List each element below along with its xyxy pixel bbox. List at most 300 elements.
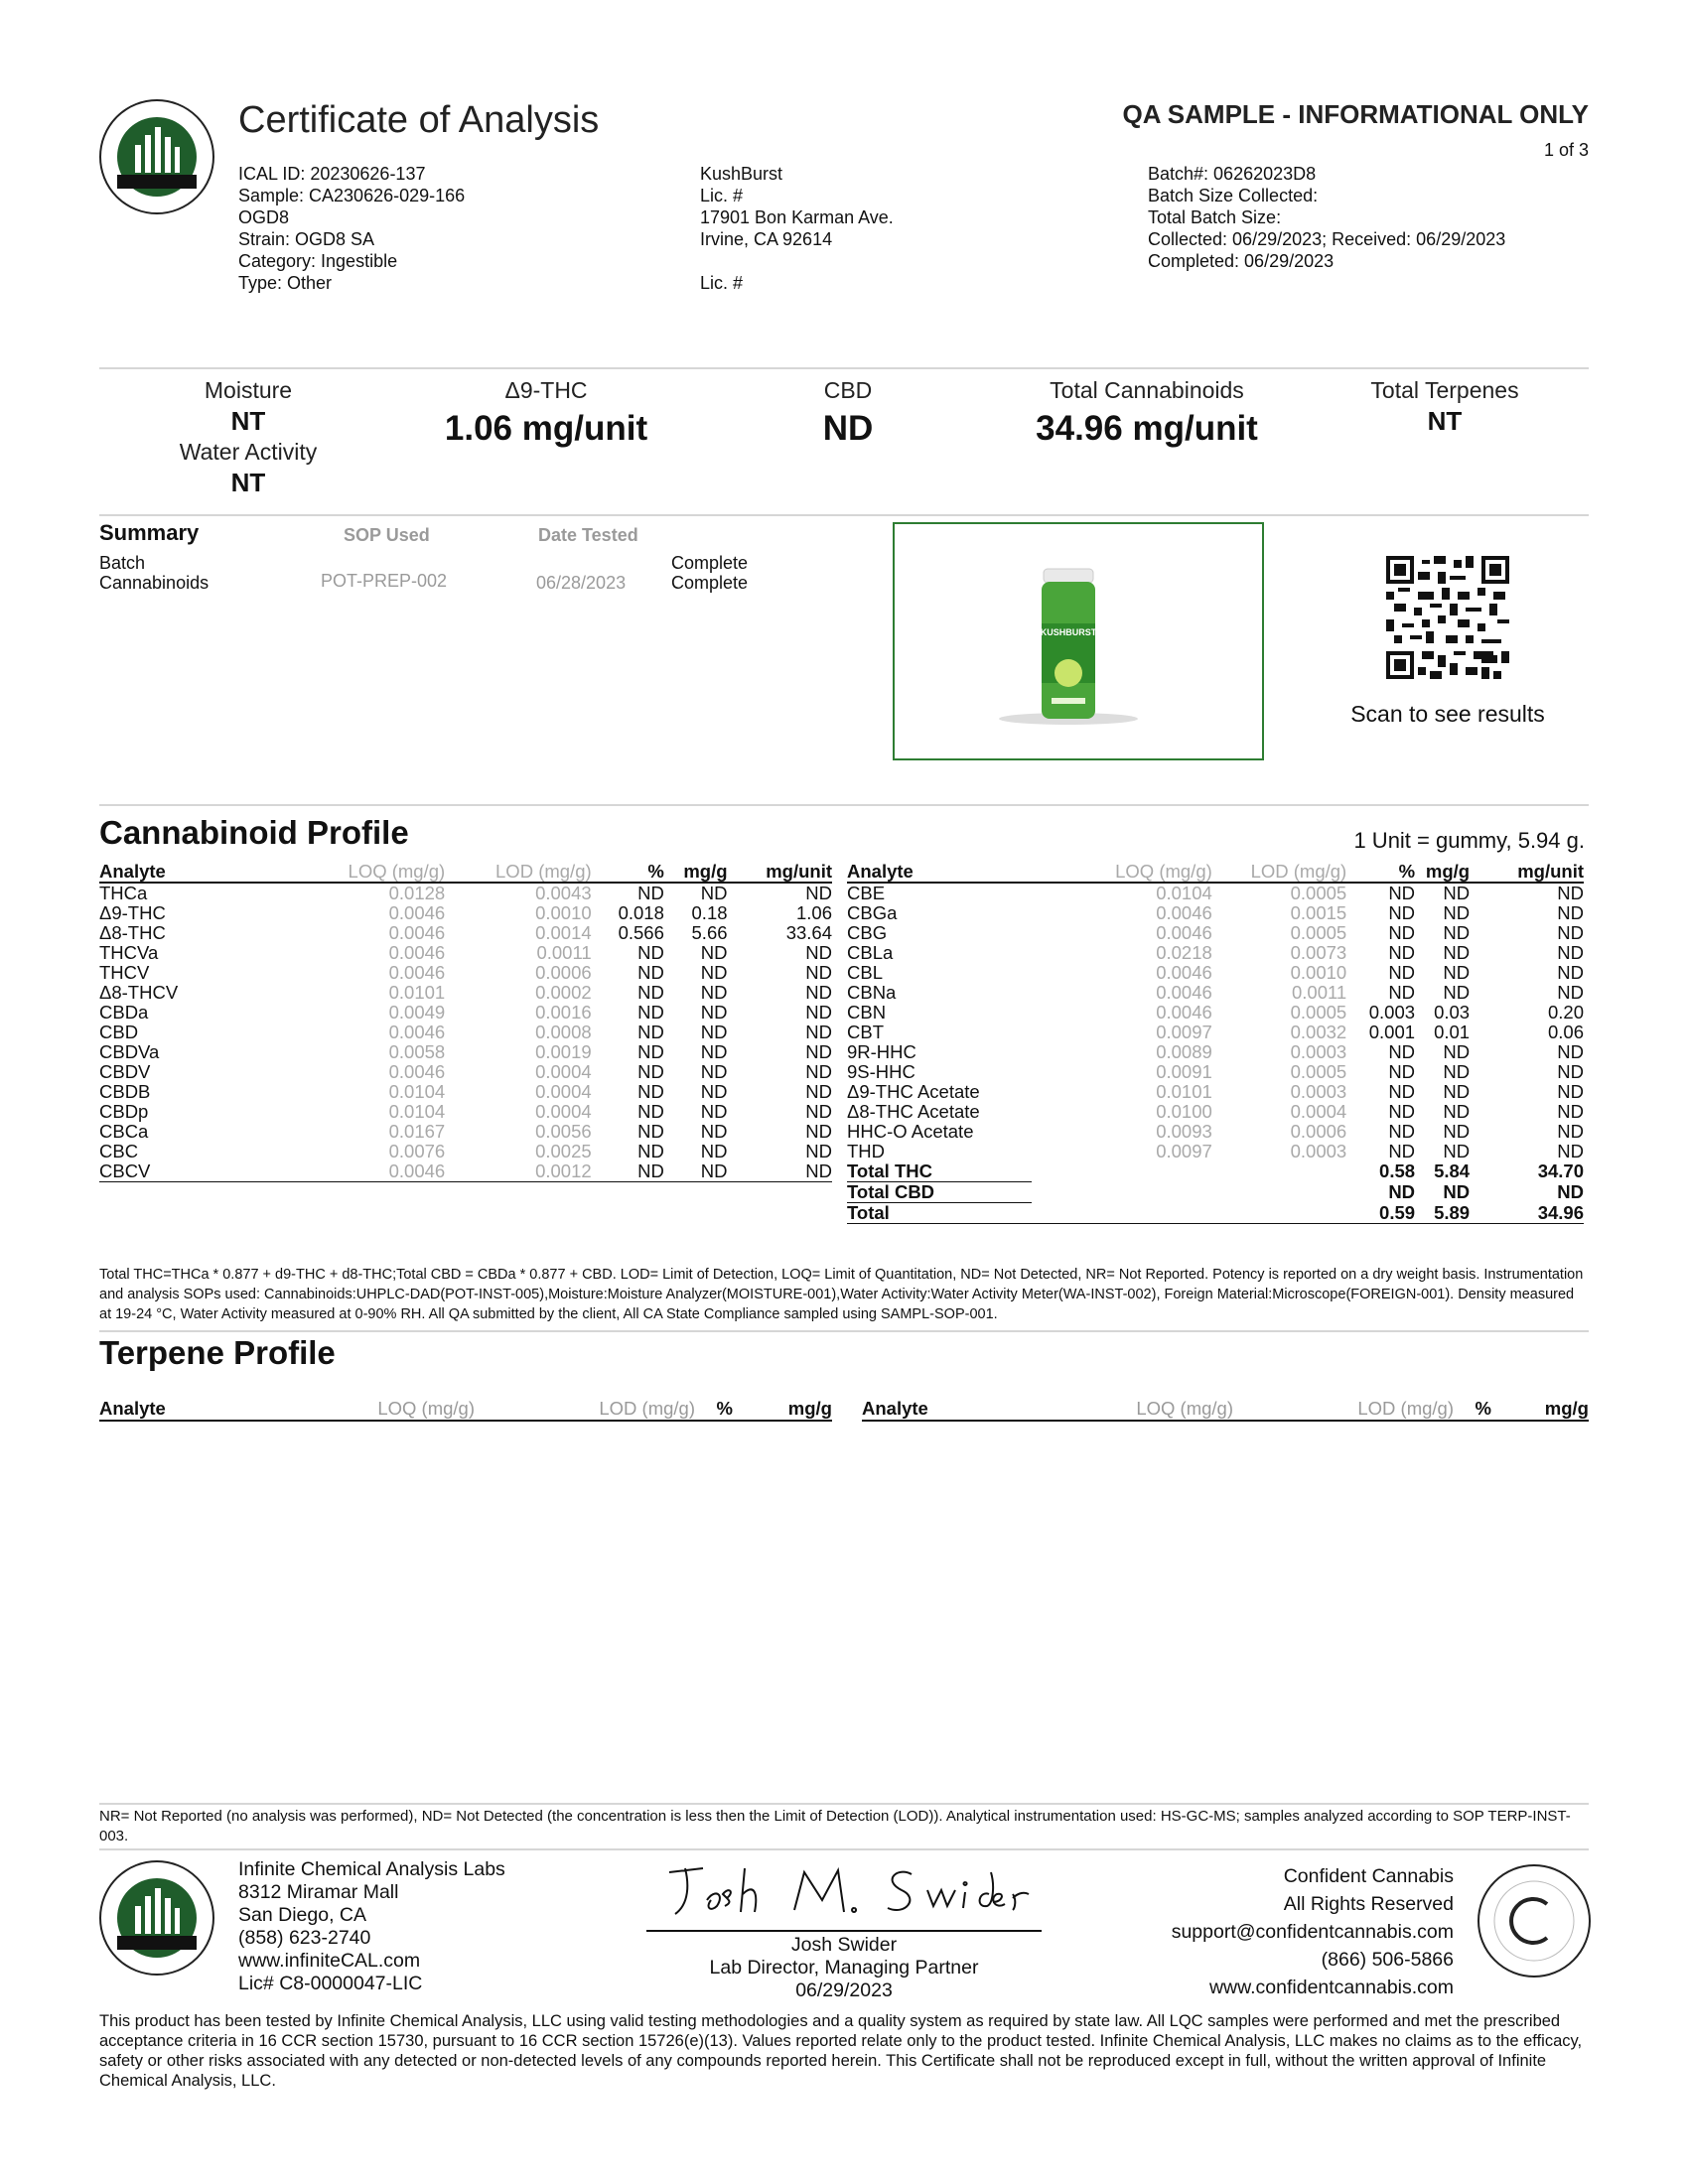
cell-mgunit: ND [1557, 883, 1584, 903]
cell-lod: 0.0006 [535, 962, 592, 983]
table-row [99, 883, 832, 903]
category: Category: Ingestible [238, 251, 398, 271]
col-mgunit: mg/unit [728, 862, 832, 883]
table-row [99, 1042, 832, 1062]
cell-mgunit: ND [1557, 1101, 1584, 1122]
cell-percent: ND [1388, 1141, 1416, 1161]
table-row [99, 903, 832, 923]
terpene-note: NR= Not Reported (no analysis was performed), ND= Not Detected (the concentration is less then the Limit of Detection (LOD)). Analytical instrumentation used: HS-GC-MS; samples analyzed according to SOP TERP-INST-003. [99, 1808, 1571, 1844]
cell-percent: ND [1388, 1061, 1416, 1082]
cell-loq: 0.0097 [1156, 1141, 1212, 1161]
cell-analyte: CBN [847, 1002, 887, 1023]
cell-blank [1032, 1182, 1212, 1203]
product-label: KUSHBURST [1040, 627, 1097, 637]
col-lod: LOD (mg/g) [1212, 862, 1346, 883]
cell-lod: 0.0005 [1290, 883, 1347, 903]
summary-status-cannabinoids: Complete [671, 573, 749, 593]
cell-analyte: Δ9-THC [99, 902, 166, 923]
sample-info [238, 163, 465, 294]
cell-mgunit: 0.06 [1547, 1022, 1584, 1042]
cell-loq: 0.0101 [388, 982, 446, 1003]
cell-loq: 0.0046 [1156, 902, 1212, 923]
cell-loq: 0.0046 [388, 962, 446, 983]
col-mgg: mg/g [1415, 862, 1470, 883]
summary-date: 06/28/2023 [536, 573, 627, 593]
cell-percent: ND [1388, 883, 1416, 903]
cell-lod: 0.0004 [535, 1101, 592, 1122]
cell-loq: 0.0046 [1156, 962, 1212, 983]
signer-name: Josh Swider [790, 1934, 898, 1956]
cell-mgunit: ND [1557, 902, 1584, 923]
terp-col-loq: LOQ (mg/g) [377, 1398, 475, 1419]
cell-loq: 0.0046 [388, 902, 446, 923]
cell-loq: 0.0076 [388, 1141, 446, 1161]
lab-license: Lic# C8-0000047-LIC [238, 1973, 423, 1994]
cannabinoid-title: Cannabinoid Profile [99, 814, 409, 851]
col-analyte: Analyte [847, 862, 1032, 883]
sop-header: SOP Used [344, 525, 430, 545]
cell-percent: 0.018 [618, 902, 664, 923]
cell-lod: 0.0003 [1290, 1141, 1347, 1161]
qr-code[interactable] [1386, 556, 1509, 679]
cell-lod: 0.0005 [1290, 1061, 1347, 1082]
cell-mgunit: ND [805, 1121, 832, 1142]
signer-title: Lab Director, Managing Partner [709, 1957, 979, 1979]
cell-mgunit: ND [1557, 942, 1584, 963]
cell-lod: 0.0004 [1290, 1101, 1347, 1122]
terp-col-percent: % [1475, 1398, 1491, 1419]
signer-date: 06/29/2023 [795, 1979, 893, 2001]
cell-mgg: ND [1443, 1181, 1471, 1202]
cell-percent: ND [1388, 942, 1416, 963]
cell-loq: 0.0089 [1156, 1041, 1212, 1062]
table-row [847, 903, 1584, 923]
cell-analyte: THCVa [99, 942, 159, 963]
table-header [99, 862, 832, 883]
moisture-stat [149, 375, 348, 498]
cell-mgunit: ND [1557, 1181, 1584, 1202]
lab-address: 8312 Miramar Mall [238, 1881, 399, 1903]
summary-title: Summary [99, 520, 200, 545]
cell-analyte: Total THC [847, 1161, 1032, 1182]
client-license: Lic. # [700, 186, 744, 205]
cc-website[interactable]: www.confidentcannabis.com [1208, 1977, 1454, 1998]
table-row [99, 983, 832, 1003]
cell-mgg: 5.66 [691, 922, 728, 943]
cell-analyte: CBLa [847, 942, 894, 963]
confident-cannabis-info [1056, 1862, 1454, 2001]
cell-analyte: CBC [99, 1141, 139, 1161]
col-percent: % [1346, 862, 1415, 883]
cell-lod: 0.0016 [535, 1002, 592, 1023]
cell-lod: 0.0006 [1290, 1121, 1347, 1142]
cell-percent: 0.003 [1368, 1002, 1416, 1023]
divider [99, 367, 1589, 369]
cell-lod: 0.0008 [535, 1022, 592, 1042]
disclaimer: This product has been tested by Infinite Chemical Analysis, LLC using valid testing methodologies and a quality system as required by state law. All LQC samples were performed and met the prescribed acceptance criteria in 16 CCR section 15730, pursuant to 16 CCR section 15726(e)(13). Values reported relate only to the product tested. Infinite Chemical Analysis, LLC makes no claims as to the efficacy, safety or other risks associated with any detected or non-detected levels of any compounds reported herein. This Certificate shall not be reproduced except in full, without the written approval of Infinite Chemical Analysis, LLC. [99, 2012, 1583, 2090]
cell-mgg: ND [664, 1161, 728, 1182]
completed-date: Completed: 06/29/2023 [1148, 251, 1335, 271]
cell-analyte: Δ9-THC Acetate [847, 1081, 980, 1102]
sample-name: OGD8 [238, 207, 290, 227]
cbd-value: ND [822, 409, 874, 448]
cell-loq: 0.0046 [1156, 982, 1212, 1003]
cell-loq: 0.0058 [388, 1041, 446, 1062]
cell-lod: 0.0012 [445, 1161, 591, 1182]
cell-analyte: CBDV [99, 1061, 151, 1082]
cell-loq: 0.0046 [388, 942, 446, 963]
cc-rights: All Rights Reserved [1283, 1893, 1454, 1915]
cell-analyte: Δ8-THC Acetate [847, 1101, 980, 1122]
terpene-title: Terpene Profile [99, 1334, 336, 1371]
cell-mgunit: ND [728, 1161, 832, 1182]
table-row [99, 943, 832, 963]
moisture-value: NT [230, 406, 266, 436]
table-row [847, 923, 1584, 943]
terpene-header-right [862, 1398, 1589, 1422]
cell-mgg: ND [700, 1002, 728, 1023]
cannabinoid-table-left [99, 862, 832, 1182]
cell-percent: ND [1388, 1081, 1416, 1102]
cell-analyte: CBDa [99, 1002, 149, 1023]
cell-lod: 0.0010 [535, 902, 592, 923]
cell-analyte: CBDp [99, 1101, 149, 1122]
cell-mgunit: 34.96 [1470, 1203, 1584, 1224]
cell-percent: ND [637, 1061, 664, 1082]
summary-name: Batch [99, 553, 146, 573]
table-row [99, 1122, 832, 1142]
cell-mgunit: ND [1557, 1141, 1584, 1161]
cell-mgunit: ND [1557, 962, 1584, 983]
total-batch-size: Total Batch Size: [1148, 207, 1282, 227]
cell-mgg: ND [1443, 1141, 1471, 1161]
summary-status-batch: Complete [671, 553, 749, 573]
cell-percent: ND [592, 1161, 664, 1182]
qr-caption: Scan to see results [1350, 701, 1545, 727]
table-row [847, 1142, 1584, 1161]
col-mgg: mg/g [664, 862, 728, 883]
cell-analyte: CBDVa [99, 1041, 160, 1062]
page-number: 1 of 3 [1543, 140, 1589, 160]
cell-mgunit: ND [805, 1061, 832, 1082]
cell-blank [1212, 1161, 1346, 1182]
cell-loq: 0.0049 [388, 1002, 446, 1023]
cell-mgunit: ND [1557, 1061, 1584, 1082]
cell-percent: ND [637, 1101, 664, 1122]
cell-loq: 0.0104 [1156, 883, 1212, 903]
table-row [99, 1161, 832, 1182]
cell-mgg: ND [1443, 1061, 1471, 1082]
cell-analyte: Total [847, 1203, 1032, 1224]
table-row [99, 1102, 832, 1122]
table-row [847, 1082, 1584, 1102]
divider [99, 1803, 1589, 1805]
cell-mgunit: ND [805, 962, 832, 983]
cell-mgg: ND [700, 883, 728, 903]
table-row [847, 1122, 1584, 1142]
cell-percent: ND [1388, 1181, 1416, 1202]
cell-percent: ND [1388, 982, 1416, 1003]
client-license-2: Lic. # [700, 273, 744, 293]
cell-lod: 0.0073 [1290, 942, 1347, 963]
cell-mgg: 0.18 [691, 902, 728, 923]
lab-name: Infinite Chemical Analysis Labs [238, 1858, 505, 1880]
terpene-header-left [99, 1398, 832, 1422]
cell-percent: ND [637, 962, 664, 983]
cell-mgunit: ND [805, 982, 832, 1003]
lab-website[interactable]: www.infiniteCAL.com [238, 1950, 421, 1972]
table-header [847, 862, 1584, 883]
cell-mgg: ND [1443, 1121, 1471, 1142]
signature-line [646, 1930, 1042, 1932]
cell-loq: 0.0046 [388, 1061, 446, 1082]
cc-phone: (866) 506-5866 [1321, 1949, 1454, 1971]
cell-analyte: CBCV [99, 1161, 253, 1182]
cell-percent: ND [1388, 922, 1416, 943]
cell-mgunit: ND [805, 1081, 832, 1102]
cell-mgg: ND [700, 1101, 728, 1122]
cell-lod: 0.0014 [535, 922, 592, 943]
cell-lod: 0.0019 [535, 1041, 592, 1062]
total-cannabinoids-stat [993, 375, 1301, 451]
divider [99, 1330, 1589, 1332]
product-image [893, 522, 1264, 760]
cell-mgg: ND [700, 1061, 728, 1082]
cell-analyte: CBT [847, 1022, 884, 1042]
client-name: KushBurst [700, 164, 783, 184]
cell-lod: 0.0005 [1290, 922, 1347, 943]
cell-lod: 0.0011 [1291, 982, 1347, 1003]
cell-mgg: 5.89 [1415, 1203, 1470, 1224]
cell-analyte: CBGa [847, 902, 898, 923]
cell-mgunit: ND [805, 1101, 832, 1122]
cell-lod: 0.0002 [535, 982, 592, 1003]
cell-lod: 0.0004 [535, 1061, 592, 1082]
lab-logo [97, 97, 216, 216]
cell-percent: ND [1388, 1121, 1416, 1142]
table-row [847, 1102, 1584, 1122]
cell-mgg: ND [700, 942, 728, 963]
unit-note: 1 Unit = gummy, 5.94 g. [1353, 828, 1585, 853]
cell-blank [1212, 1182, 1346, 1203]
cell-mgg: ND [1443, 962, 1471, 983]
cell-percent: ND [637, 883, 664, 903]
lab-city: San Diego, CA [238, 1904, 366, 1926]
divider [99, 804, 1589, 806]
signer-info [646, 1934, 1042, 2002]
cell-analyte: THCV [99, 962, 150, 983]
terp-col-percent: % [716, 1398, 733, 1419]
cell-mgunit: ND [1557, 922, 1584, 943]
client-info [700, 163, 894, 294]
cell-percent: ND [1388, 962, 1416, 983]
cell-blank [1032, 1161, 1212, 1182]
table-row [847, 983, 1584, 1003]
table-row [99, 1062, 832, 1082]
ical-id: ICAL ID: 20230626-137 [238, 164, 426, 184]
cell-percent: ND [637, 1081, 664, 1102]
cell-loq: 0.0218 [1156, 942, 1212, 963]
batch-info [1148, 163, 1505, 272]
strain: Strain: OGD8 SA [238, 229, 375, 249]
cell-loq: 0.0101 [1156, 1081, 1212, 1102]
footer-lab-logo [97, 1858, 216, 1978]
spacer [700, 250, 894, 272]
terp-col-mgg: mg/g [1544, 1398, 1589, 1419]
cc-name: Confident Cannabis [1283, 1865, 1454, 1887]
table-row [847, 883, 1584, 903]
total-row [847, 1203, 1584, 1224]
table-row [99, 1142, 832, 1161]
cell-percent: ND [637, 1041, 664, 1062]
cell-mgg: ND [1443, 1081, 1471, 1102]
cell-analyte: 9S-HHC [847, 1061, 915, 1082]
cell-mgunit: ND [805, 1041, 832, 1062]
cell-percent: ND [637, 942, 664, 963]
cell-analyte: CBE [847, 883, 886, 903]
cell-mgg: ND [1443, 1041, 1471, 1062]
cell-mgg: ND [700, 1022, 728, 1042]
summary-row-cannabinoids: Cannabinoids [99, 573, 210, 593]
cell-percent: ND [1388, 1101, 1416, 1122]
signature [645, 1854, 1043, 1924]
cell-mgunit: ND [805, 942, 832, 963]
cell-lod: 0.0043 [535, 883, 592, 903]
terp-col-analyte: Analyte [99, 1398, 166, 1419]
cell-mgunit: ND [1557, 1041, 1584, 1062]
cc-email[interactable]: support@confidentcannabis.com [1171, 1921, 1454, 1943]
type: Type: Other [238, 273, 333, 293]
total-terpenes-value: NT [1427, 406, 1463, 436]
cell-loq: 0.0104 [388, 1081, 446, 1102]
thc-label: Δ9-THC [504, 377, 588, 403]
cell-lod: 0.0056 [535, 1121, 592, 1142]
cell-lod: 0.0015 [1290, 902, 1347, 923]
summary-row-batch [99, 552, 145, 574]
collected-received: Collected: 06/29/2023; Received: 06/29/2023 [1148, 229, 1506, 249]
cell-mgg: ND [700, 1041, 728, 1062]
cbd-stat [749, 375, 947, 451]
terp-col-mgg: mg/g [787, 1398, 832, 1419]
cell-analyte: HHC-O Acetate [847, 1121, 974, 1142]
terp-col-lod: LOD (mg/g) [1357, 1398, 1454, 1419]
cell-lod: 0.0005 [1290, 1002, 1347, 1023]
cell-mgg: 5.84 [1434, 1160, 1471, 1182]
lab-info [238, 1858, 505, 1995]
moisture-label: Moisture [204, 377, 293, 403]
terp-col-loq: LOQ (mg/g) [1136, 1398, 1233, 1419]
cell-mgunit: ND [1557, 1121, 1584, 1142]
page-title: Certificate of Analysis [238, 99, 600, 141]
total-terpenes-stat [1336, 375, 1554, 437]
batch-size-collected: Batch Size Collected: [1148, 186, 1319, 205]
cell-mgg: ND [1443, 922, 1471, 943]
divider [99, 1848, 1589, 1850]
table-row [99, 963, 832, 983]
cell-lod: 0.0003 [1290, 1041, 1347, 1062]
client-address: 17901 Bon Karman Ave. [700, 207, 894, 227]
table-row [847, 1062, 1584, 1082]
col-mgunit: mg/unit [1470, 862, 1584, 883]
cell-mgg: 0.03 [1434, 1002, 1471, 1023]
sample-id: Sample: CA230626-029-166 [238, 186, 466, 205]
cell-loq: 0.0046 [1156, 1002, 1212, 1023]
cell-percent: ND [637, 982, 664, 1003]
cell-analyte: Δ8-THC [99, 922, 166, 943]
cell-loq: 0.0046 [253, 1161, 445, 1182]
cell-mgunit: ND [805, 1141, 832, 1161]
cell-analyte: CBNa [847, 982, 897, 1003]
water-activity-value: NT [230, 468, 266, 497]
cell-mgunit: ND [805, 1022, 832, 1042]
cell-lod: 0.0003 [1290, 1081, 1347, 1102]
cell-mgunit: 33.64 [785, 922, 832, 943]
terp-col-analyte: Analyte [862, 1398, 928, 1419]
cell-lod: 0.0010 [1290, 962, 1347, 983]
thc-stat [397, 375, 695, 451]
table-row [99, 1082, 832, 1102]
cell-mgunit: ND [1557, 982, 1584, 1003]
cell-loq: 0.0097 [1156, 1022, 1212, 1042]
summary-sop: POT-PREP-002 [321, 571, 448, 591]
cell-blank [1032, 1203, 1212, 1224]
col-percent: % [592, 862, 664, 883]
cell-lod: 0.0032 [1290, 1022, 1347, 1042]
col-loq: LOQ (mg/g) [253, 862, 445, 883]
table-row [99, 923, 832, 943]
cell-mgg: ND [700, 982, 728, 1003]
cannabinoid-note: Total THC=THCa * 0.877 + d9-THC + d8-THC;Total CBD = CBDa * 0.877 + CBD. LOD= Limit of Detection, LOQ= Limit of Quantitation, ND= Not Detected, NR= Not Reported. Potency is reported on a dry weight basis. Instrumentation and analysis SOPs used: Cannabinoids:UHPLC-DAD(POT-INST-005),Moisture:Moisture Analyzer(MOISTURE-001),Water Activity:Water Activity Meter(WA-INST-002), Foreign Material:Microscope(FOREIGN-001). Density measured at 19-24 °C, Water Activity measured at 0-90% RH. All QA submitted by the client, All CA State Compliance sampled using SAMPL-SOP-001. [99, 1267, 1584, 1322]
cell-loq: 0.0093 [1156, 1121, 1212, 1142]
cell-mgunit: 0.20 [1547, 1002, 1584, 1023]
cell-percent: 0.58 [1379, 1160, 1416, 1182]
total-row [847, 1182, 1584, 1203]
table-row [847, 1003, 1584, 1023]
cell-analyte: Total CBD [847, 1182, 1032, 1203]
table-row [847, 1023, 1584, 1042]
cell-mgunit: ND [805, 1002, 832, 1023]
cell-mgg: ND [1443, 1101, 1471, 1122]
cell-mgg: ND [1443, 942, 1471, 963]
confident-cannabis-logo [1476, 1862, 1593, 1979]
cell-mgunit: 1.06 [795, 902, 832, 923]
cannabinoid-table-right [847, 862, 1584, 1224]
cell-mgg: ND [700, 962, 728, 983]
cell-analyte: CBDB [99, 1081, 151, 1102]
cell-analyte: 9R-HHC [847, 1041, 916, 1062]
cell-percent: ND [637, 1002, 664, 1023]
total-cannabinoids-label: Total Cannabinoids [1050, 377, 1244, 403]
cell-mgg: ND [1443, 883, 1471, 903]
cell-mgg: ND [1443, 982, 1471, 1003]
cell-analyte: CBD [99, 1022, 139, 1042]
thc-value: 1.06 mg/unit [444, 409, 648, 448]
cell-loq: 0.0167 [388, 1121, 446, 1142]
cell-percent: 0.001 [1368, 1022, 1416, 1042]
col-analyte: Analyte [99, 862, 253, 883]
total-row [847, 1161, 1584, 1182]
batch-number: Batch#: 06262023D8 [1148, 164, 1317, 184]
cell-mgg: ND [1443, 902, 1471, 923]
cell-loq: 0.0128 [388, 883, 446, 903]
cell-percent: ND [1388, 902, 1416, 923]
cell-blank [1212, 1203, 1346, 1224]
cell-percent: ND [637, 1121, 664, 1142]
col-loq: LOQ (mg/g) [1032, 862, 1212, 883]
cell-percent: ND [1388, 1041, 1416, 1062]
terp-col-lod: LOD (mg/g) [599, 1398, 695, 1419]
table-row [99, 1003, 832, 1023]
